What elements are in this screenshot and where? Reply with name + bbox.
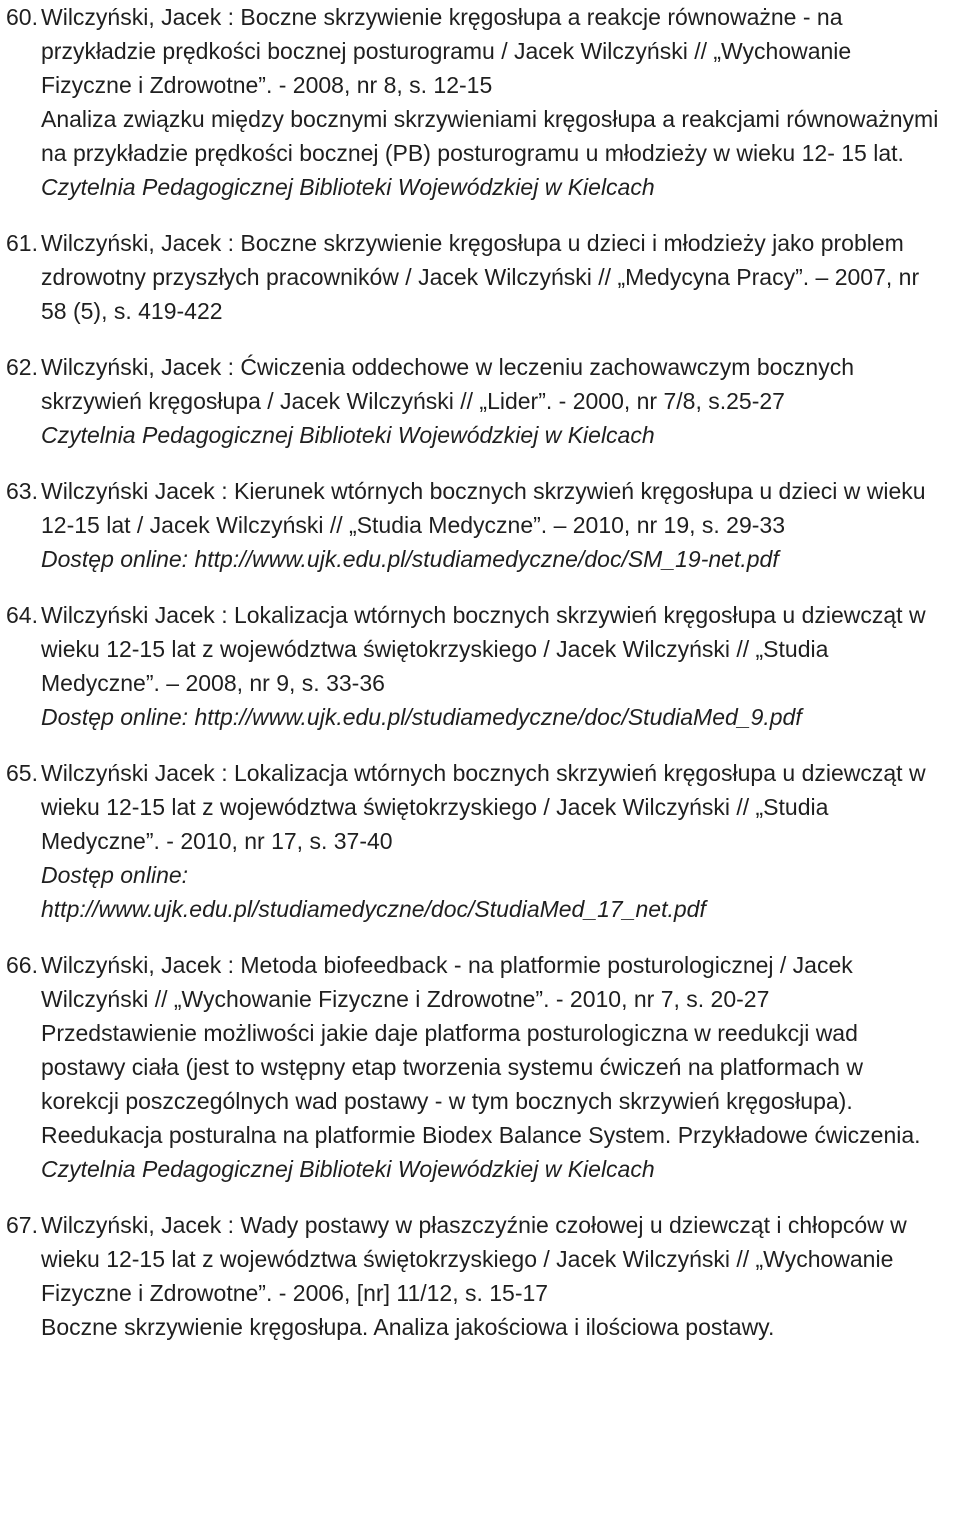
- bibliography-entry-63: [6, 474, 946, 576]
- bibliography-entry-67: [6, 1208, 946, 1344]
- online-access-label: Dostęp online:: [41, 862, 189, 888]
- entry-citation: Wilczyński Jacek : Lokalizacja wtórnych bocznych skrzywień kręgosłupa u dziewcząt w wieku 12-15 lat z województwa świętokrzyskiego / Jacek Wilczyński // „Studia Medyczne”. - 2010, nr 17, s. 37-40: [41, 760, 926, 854]
- entry-body: [41, 948, 946, 1186]
- entry-citation: Wilczyński, Jacek : Wady postawy w płaszczyźnie czołowej u dziewcząt i chłopców w wieku 12-15 lat z województwa świętokrzyskiego / Jacek Wilczyński // „Wychowanie Fizyczne i Zdrowotne”. - 2006, [nr] 11/12, s. 15-17: [41, 1212, 907, 1306]
- entry-citation: Wilczyński, Jacek : Metoda biofeedback - na platformie posturologicznej / Jacek Wilczyński // „Wychowanie Fizyczne i Zdrowotne”. - 2010, nr 7, s. 20-27: [41, 952, 853, 1012]
- entry-body: [41, 350, 946, 452]
- entry-citation: Wilczyński, Jacek : Ćwiczenia oddechowe w leczeniu zachowawczym bocznych skrzywień kręgosłupa / Jacek Wilczyński // „Lider”. - 2000, nr 7/8, s.25-27: [41, 354, 854, 414]
- entry-number: 63.: [6, 478, 38, 504]
- bibliography-entry-64: [6, 598, 946, 734]
- bibliography-entry-66: [6, 948, 946, 1186]
- bibliography-entry-61: [6, 226, 946, 328]
- entry-body: [41, 598, 946, 734]
- entry-number: 61.: [6, 230, 38, 256]
- entry-number: 67.: [6, 1212, 38, 1238]
- online-access-link[interactable]: http://www.ujk.edu.pl/studiamedyczne/doc/StudiaMed_9.pdf: [194, 704, 802, 730]
- entry-annotation: Przedstawienie możliwości jakie daje platforma posturologiczna w reedukcji wad postawy ciała (jest to wstępny etap tworzenia systemu ćwiczeń na platformach w korekcji poszczególnych wad postawy - w tym bocznych skrzywień kręgosłupa). Reedukacja posturalna na platformie Biodex Balance System. Przykładowe ćwiczenia.: [41, 1020, 921, 1148]
- entry-body: [41, 756, 946, 926]
- entry-body: [41, 0, 946, 204]
- entry-body: [41, 1208, 946, 1344]
- entry-body: [41, 474, 946, 576]
- entry-citation: Wilczyński, Jacek : Boczne skrzywienie kręgosłupa a reakcje równoważne - na przykładzie prędkości bocznej posturogramu / Jacek Wilczyński // „Wychowanie Fizyczne i Zdrowotne”. - 2008, nr 8, s. 12-15: [41, 4, 852, 98]
- entry-annotation: Boczne skrzywienie kręgosłupa. Analiza jakościowa i ilościowa postawy.: [41, 1314, 775, 1340]
- entry-online-access: [41, 700, 946, 734]
- entry-citation: Wilczyński, Jacek : Boczne skrzywienie kręgosłupa u dzieci i młodzieży jako problem zdrowotny przyszłych pracowników / Jacek Wilczyński // „Medycyna Pracy”. – 2007, nr 58 (5), s. 419-422: [41, 230, 920, 324]
- entry-number: 64.: [6, 602, 38, 628]
- entry-location: Czytelnia Pedagogicznej Biblioteki Wojewódzkiej w Kielcach: [41, 174, 655, 200]
- entry-body: [41, 226, 946, 328]
- bibliography-entry-65: [6, 756, 946, 926]
- online-access-link[interactable]: http://www.ujk.edu.pl/studiamedyczne/doc/StudiaMed_17_net.pdf: [41, 896, 706, 922]
- entry-citation: Wilczyński Jacek : Kierunek wtórnych bocznych skrzywień kręgosłupa u dzieci w wieku 12-15 lat / Jacek Wilczyński // „Studia Medyczne”. – 2010, nr 19, s. 29-33: [41, 478, 926, 538]
- online-access-label: Dostęp online:: [41, 546, 189, 572]
- entry-location: Czytelnia Pedagogicznej Biblioteki Wojewódzkiej w Kielcach: [41, 1156, 655, 1182]
- entry-number: 60.: [6, 4, 38, 30]
- entry-number: 62.: [6, 354, 38, 380]
- online-access-label: Dostęp online:: [41, 704, 189, 730]
- entry-online-access: [41, 542, 946, 576]
- entry-annotation: Analiza związku między bocznymi skrzywieniami kręgosłupa a reakcjami równoważnymi na przykładzie prędkości bocznej (PB) posturogramu u młodzieży w wieku 12- 15 lat.: [41, 106, 939, 166]
- online-access-link[interactable]: http://www.ujk.edu.pl/studiamedyczne/doc/SM_19-net.pdf: [194, 546, 779, 572]
- entry-number: 65.: [6, 760, 38, 786]
- entry-number: 66.: [6, 952, 38, 978]
- entry-citation: Wilczyński Jacek : Lokalizacja wtórnych bocznych skrzywień kręgosłupa u dziewcząt w wieku 12-15 lat z województwa świętokrzyskiego / Jacek Wilczyński // „Studia Medyczne”. – 2008, nr 9, s. 33-36: [41, 602, 926, 696]
- bibliography-entry-60: [6, 0, 946, 204]
- entry-location: Czytelnia Pedagogicznej Biblioteki Wojewódzkiej w Kielcach: [41, 422, 655, 448]
- bibliography-entry-62: [6, 350, 946, 452]
